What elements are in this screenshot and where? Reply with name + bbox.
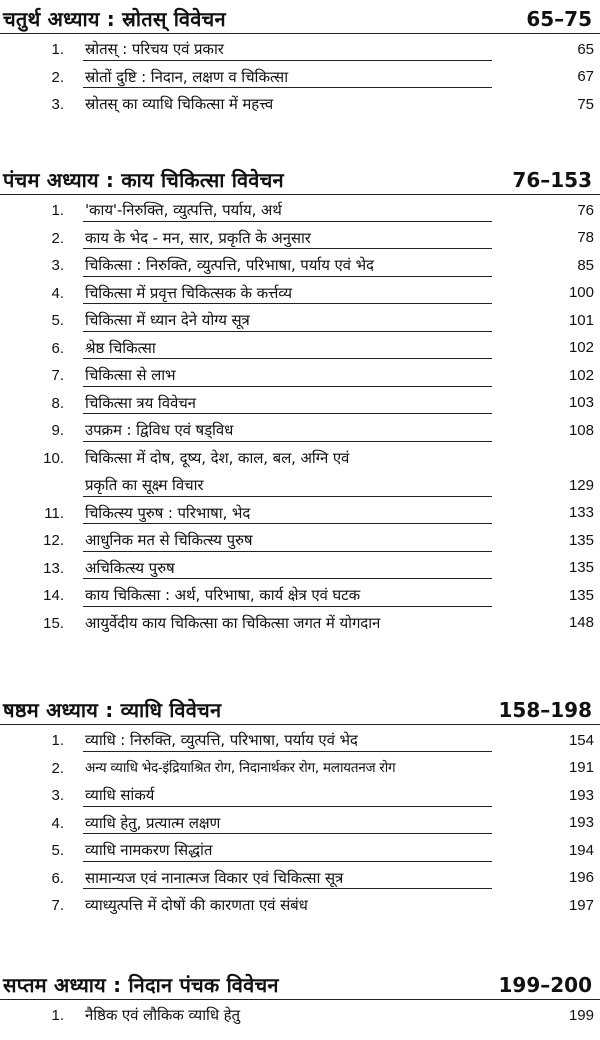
entry-page: 67 (577, 68, 594, 85)
entry-rule (83, 833, 492, 834)
entry-rule (83, 751, 492, 752)
entry-number: 10. (43, 449, 64, 467)
entry-title (85, 448, 349, 495)
entry-title: चिकित्सा में प्रवृत्त चिकित्सक के कर्त्तव्य (85, 283, 292, 302)
entry-page: 103 (568, 394, 594, 411)
entry-page: 191 (568, 759, 594, 776)
entry-page: 76 (577, 201, 594, 219)
entry-title: व्याधि नामकरण सिद्धांत (85, 841, 213, 859)
entry-number: 12. (43, 532, 64, 549)
toc-entry (0, 445, 600, 500)
entry-number: 3. (51, 787, 64, 804)
entry-page: 85 (577, 256, 594, 274)
entry-number: 2. (51, 759, 64, 777)
entry-page: 102 (568, 339, 594, 356)
entry-title: श्रेष्ठ चिकित्सा (85, 338, 156, 357)
entry-page: 133 (568, 504, 594, 521)
entry-page: 108 (568, 421, 594, 439)
toc-entry (0, 527, 600, 555)
chapter-underline (0, 999, 600, 1000)
chapter-title: षष्ठम अध्याय : व्याधि विवेचन (3, 698, 222, 722)
entry-page: 65 (577, 40, 594, 58)
entry-page: 135 (568, 586, 594, 604)
entry-title: चिकित्सा त्रय विवेचन (85, 393, 196, 412)
chapter-title: चतुर्थ अध्याय : स्रोतस् विवेचन (3, 7, 226, 31)
chapter-heading (0, 968, 600, 1002)
chapter-underline (0, 724, 600, 725)
toc-entry (0, 36, 600, 64)
toc-entry (0, 335, 600, 363)
entry-number: 8. (51, 394, 64, 412)
entry-title: स्रोतों दुष्टि : निदान, लक्षण व चिकित्सा (85, 67, 288, 86)
chapter-4 (0, 2, 600, 119)
entry-title: सामान्यज एवं नानात्मज विकार एवं चिकित्सा सूत्र (85, 868, 344, 887)
entry-title: स्रोतस् का व्याधि चिकित्सा में महत्त्व (85, 95, 274, 113)
toc-entry (0, 91, 600, 119)
entry-title: 'काय'-निरुक्ति, व्युत्पत्ति, पर्याय, अर्थ (85, 201, 282, 219)
entry-number: 5. (51, 312, 64, 329)
entry-title: व्याधि सांकर्य (85, 786, 155, 804)
entry-title: काय के भेद - मन, सार, प्रकृति के अनुसार (85, 228, 311, 247)
entry-title: चिकित्सा में ध्यान देने योग्य सूत्र (85, 311, 250, 329)
entry-number: 1. (51, 41, 64, 58)
entry-number: 2. (51, 68, 64, 86)
entry-rule (83, 606, 492, 607)
chapter-page-range: 199–200 (498, 973, 592, 997)
toc-entry (0, 417, 600, 445)
entry-rule (83, 331, 492, 332)
toc-entry (0, 1002, 600, 1030)
entry-page: 135 (568, 531, 594, 549)
chapter-page-range: 158–198 (498, 698, 592, 722)
chapter-title: पंचम अध्याय : काय चिकित्सा विवेचन (3, 168, 284, 192)
chapter-underline (0, 33, 600, 34)
entry-rule (83, 87, 492, 88)
entry-title: नैष्ठिक एवं लौकिक व्याधि हेतु (85, 1006, 240, 1024)
entry-page: 197 (568, 896, 594, 914)
entry-title: चिकित्सा : निरुक्ति, व्युत्पत्ति, परिभाषा, पर्याय एवं भेद (85, 256, 374, 274)
entry-title: स्रोतस् : परिचय एवं प्रकार (85, 40, 224, 58)
entry-page: 78 (577, 229, 594, 246)
entry-number: 4. (51, 814, 64, 832)
toc-entry (0, 727, 600, 755)
entry-number: 1. (51, 732, 64, 749)
chapter-page-range: 65–75 (526, 7, 592, 31)
toc-entry (0, 390, 600, 418)
chapter-page-range: 76–153 (512, 168, 592, 192)
chapter-heading (0, 163, 600, 197)
entry-title: आधुनिक मत से चिकित्स्य पुरुष (85, 531, 253, 549)
entry-page: 101 (568, 311, 594, 329)
entry-number: 1. (51, 1007, 64, 1024)
entry-title: व्याधि हेतु, प्रत्यात्म लक्षण (85, 813, 221, 832)
entry-rule (83, 276, 492, 277)
entry-title: व्याध्युत्पत्ति में दोषों की कारणता एवं संबंध (85, 896, 308, 914)
entry-rule (83, 551, 492, 552)
entry-number: 13. (43, 559, 64, 577)
toc-entry (0, 555, 600, 583)
entry-number: 3. (51, 257, 64, 274)
entry-title-line-1: चिकित्सा में दोष, दूष्य, देश, काल, बल, अग्नि एवं (85, 448, 350, 467)
chapter-6 (0, 693, 600, 920)
chapter-underline (0, 194, 600, 195)
toc-entry (0, 197, 600, 225)
entry-number: 7. (51, 367, 64, 384)
toc-entry (0, 782, 600, 810)
entry-number: 4. (51, 284, 64, 302)
toc-entry (0, 307, 600, 335)
toc-entry (0, 892, 600, 920)
entry-rule (83, 358, 492, 359)
entry-rule (83, 303, 492, 304)
toc-entry (0, 810, 600, 838)
entry-page: 129 (568, 476, 594, 494)
entry-rule (83, 523, 492, 524)
chapter-heading (0, 693, 600, 727)
entry-number: 7. (51, 897, 64, 914)
entry-number: 2. (51, 229, 64, 247)
entry-rule (83, 441, 492, 442)
entry-rule (83, 413, 492, 414)
entry-page: 194 (568, 841, 594, 859)
entry-page: 196 (568, 869, 594, 886)
entry-rule (83, 221, 492, 222)
toc-entry (0, 225, 600, 253)
entry-rule (83, 60, 492, 61)
toc-entry (0, 64, 600, 92)
entry-title: उपक्रम : द्विविध एवं षड्विध (85, 421, 234, 439)
entry-page: 148 (568, 614, 594, 631)
toc-entry (0, 837, 600, 865)
entry-title: चिकित्सा से लाभ (85, 366, 176, 384)
entry-title: काय चिकित्सा : अर्थ, परिभाषा, कार्य क्षेत्र एवं घटक (85, 586, 361, 604)
toc-entry (0, 362, 600, 390)
entry-title: अन्य व्याधि भेद-इंद्रियाश्रित रोग, निदानार्थकर रोग, मलायतनज रोग (85, 759, 396, 776)
entry-page: 193 (568, 814, 594, 831)
entry-title: आयुर्वेदीय काय चिकित्सा का चिकित्सा जगत में योगदान (85, 613, 381, 632)
entry-page: 75 (577, 95, 594, 113)
entry-number: 9. (51, 422, 64, 439)
toc-entry (0, 865, 600, 893)
entry-number: 6. (51, 339, 64, 357)
toc-entry (0, 252, 600, 280)
entry-number: 1. (51, 202, 64, 219)
chapter-heading (0, 2, 600, 36)
entry-page: 154 (568, 731, 594, 749)
entry-page: 199 (568, 1006, 594, 1024)
entry-page: 102 (568, 366, 594, 384)
entry-rule (83, 578, 492, 579)
entry-page: 193 (568, 786, 594, 804)
entry-rule (83, 386, 492, 387)
entry-number: 11. (44, 504, 64, 522)
chapter-title: सप्तम अध्याय : निदान पंचक विवेचन (3, 973, 279, 997)
entry-page: 100 (568, 284, 594, 301)
entry-title: व्याधि : निरुक्ति, व्युत्पत्ति, परिभाषा, पर्याय एवं भेद (85, 731, 358, 749)
entry-page: 135 (568, 559, 594, 576)
entry-number: 6. (51, 869, 64, 887)
entry-title: चिकित्स्य पुरुष : परिभाषा, भेद (85, 503, 251, 522)
chapter-5 (0, 163, 600, 637)
toc-entry (0, 500, 600, 528)
entry-title: अचिकित्स्य पुरुष (85, 558, 175, 577)
toc-entry (0, 755, 600, 783)
entry-rule (83, 248, 492, 249)
entry-number: 14. (43, 587, 64, 604)
chapter-7 (0, 968, 600, 1030)
entry-rule (83, 888, 492, 889)
entry-rule (83, 496, 492, 497)
toc-entry (0, 610, 600, 638)
entry-rule (83, 806, 492, 807)
entry-number: 5. (51, 842, 64, 859)
entry-number: 3. (51, 96, 64, 113)
entry-number: 15. (43, 614, 64, 632)
toc-entry (0, 280, 600, 308)
toc-entry (0, 582, 600, 610)
entry-title-line-2: प्रकृति का सूक्ष्म विचार (85, 475, 204, 494)
entry-rule (83, 861, 492, 862)
